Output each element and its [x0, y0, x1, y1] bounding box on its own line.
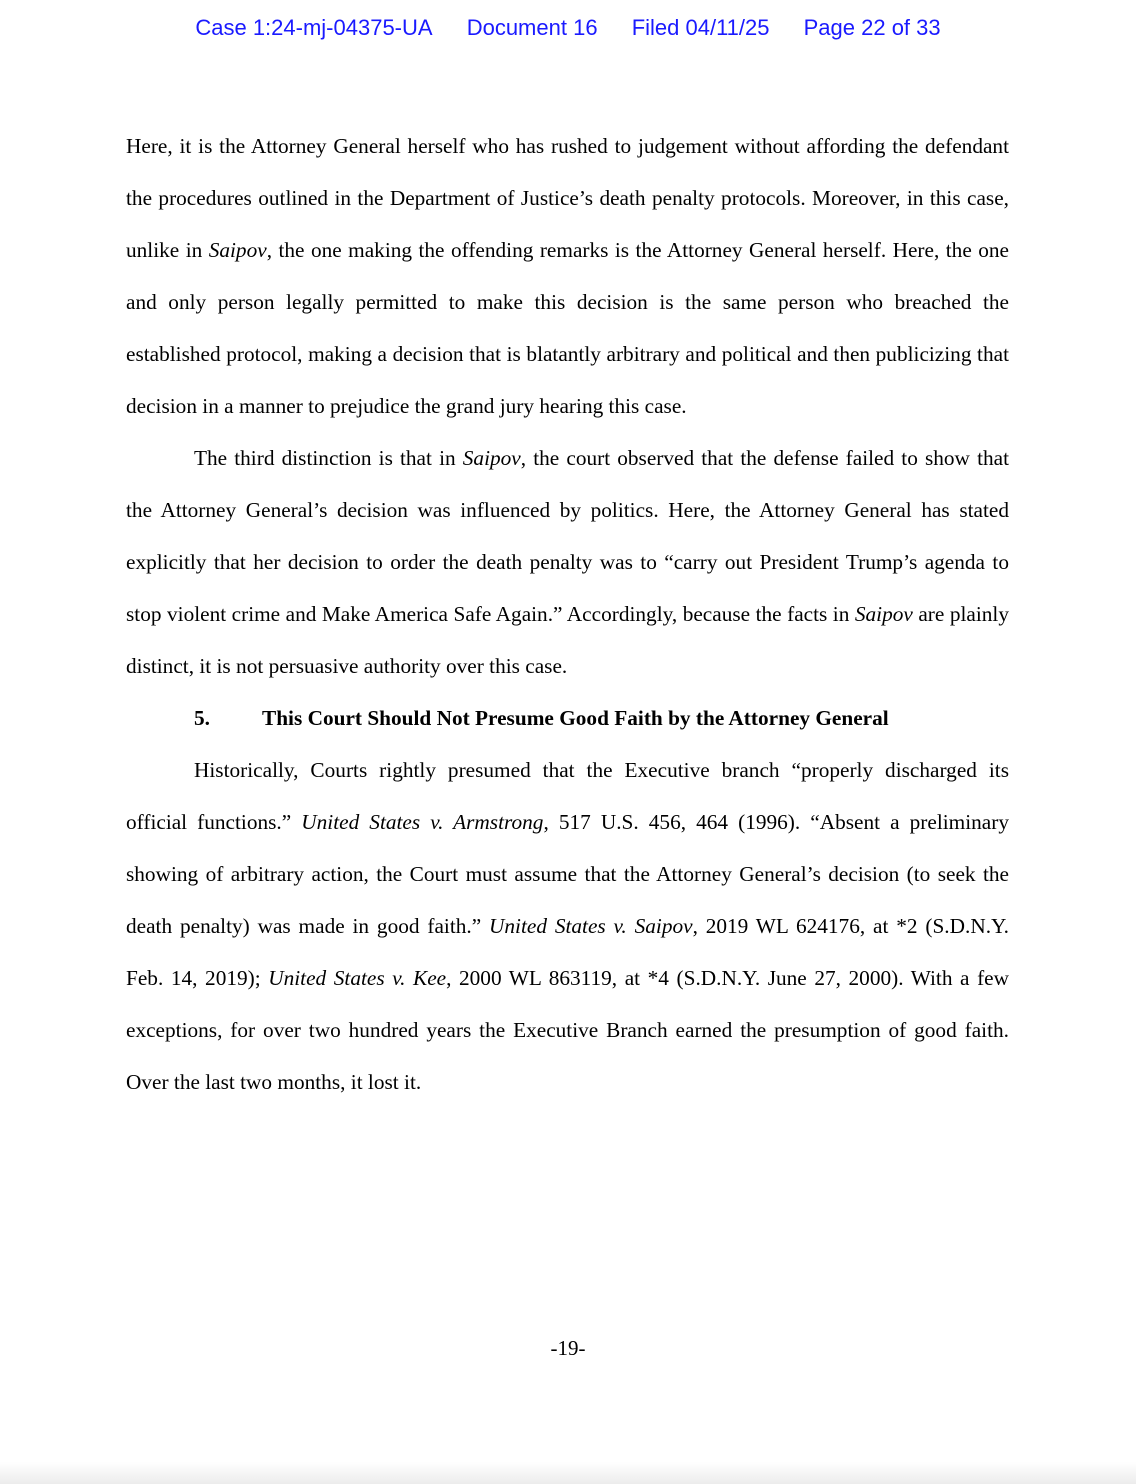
case-number: Case 1:24-mj-04375-UA: [195, 15, 433, 40]
case-citation: Saipov: [462, 446, 521, 470]
document-header: [0, 15, 1136, 41]
case-citation: United States v. Saipov: [489, 914, 693, 938]
text-run: , 2000 WL 863119, at *4 (S.D.N.Y. June 27, 2000). With a few exceptions, for over two hundred years the Executive Branch earned the presumption of good faith. Over the last two months, it lost it.: [126, 966, 1009, 1094]
text-run: , 2019 WL 624176, at *2 (S.D.N.Y. Feb. 14, 2019);: [126, 914, 1009, 990]
text-run: are plainly distinct, it is not persuasive authority over this case.: [126, 602, 1009, 678]
paragraph-2: [126, 432, 1009, 692]
text-run: The third distinction is that in: [194, 446, 463, 470]
case-citation: United States v. Kee: [268, 966, 447, 990]
paragraph-3: [126, 744, 1009, 1108]
document-body: [126, 120, 1009, 1108]
text-run: , 517 U.S. 456, 464 (1996). “Absent a preliminary showing of arbitrary action, the Court must assume that the Attorney General’s decision (to seek the death penalty) was made in good faith.”: [126, 810, 1009, 938]
case-citation: Saipov: [854, 602, 913, 626]
page-bottom-edge: [0, 1462, 1136, 1484]
section-title: This Court Should Not Presume Good Faith by the Attorney General: [262, 706, 889, 730]
text-run: Here, it is the Attorney General herself who has rushed to judgement without affording the defendant the procedures outlined in the Department of Justice’s death penalty protocols. Moreover, in this case, unlike in: [126, 134, 1009, 262]
page-number: -19-: [550, 1336, 586, 1360]
filed-date: Filed 04/11/25: [631, 15, 770, 40]
text-run: , the court observed that the defense failed to show that the Attorney General’s decision was influenced by politics. Here, the Attorney General has stated explicitly that her decision to order the death penalty was to “carry out President Trump’s agenda to stop violent crime and Make America Safe Again.” Accordingly, because the facts in: [126, 446, 1010, 626]
section-heading: [126, 692, 1009, 744]
section-number: 5.: [194, 706, 210, 730]
case-citation: United States v. Armstrong: [301, 810, 544, 834]
text-run: Historically, Courts rightly presumed that the Executive branch “properly discharged its official functions.”: [126, 758, 1009, 834]
case-citation: Saipov: [208, 238, 267, 262]
document-number: Document 16: [466, 15, 598, 40]
paragraph-1: [126, 120, 1009, 432]
page-indicator: Page 22 of 33: [803, 15, 941, 40]
text-run: , the one making the offending remarks is the Attorney General herself. Here, the one and only person legally permitted to make this decision is the same person who breached the established protocol, making a decision that is blatantly arbitrary and political and then publicizing that decision in a manner to prejudice the grand jury hearing this case.: [126, 238, 1009, 418]
